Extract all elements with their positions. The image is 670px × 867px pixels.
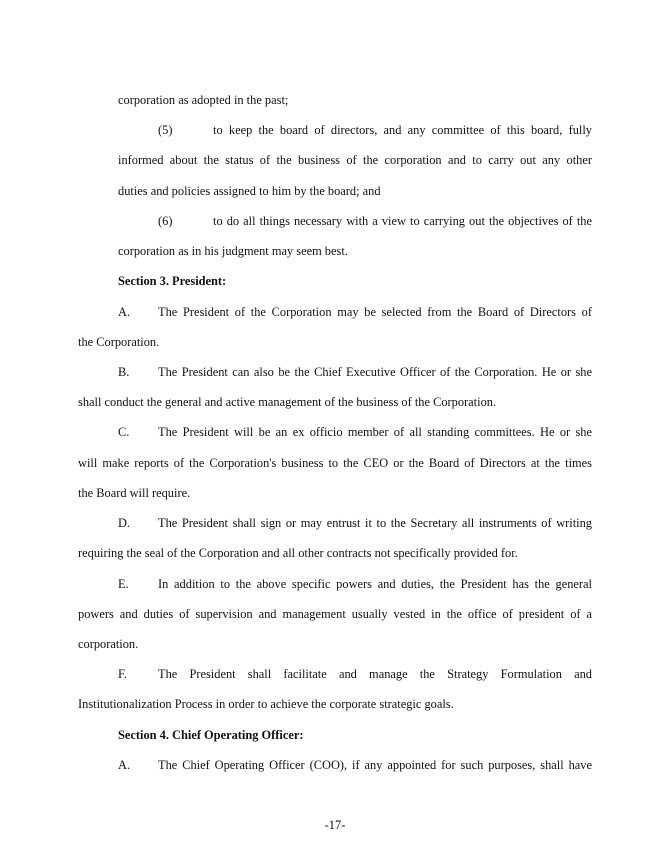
line-text: The President shall facilitate and manage the Strategy Formulation and [158,667,592,682]
line-text: In addition to the above specific powers and duties, the President has the general [158,576,592,591]
text-line [0,750,670,780]
text-line [0,659,670,689]
line-text: Institutionalization Process in order to achieve the corporate strategic goals. [78,697,454,712]
line-text: shall conduct the general and active management of the business of the Corporation. [78,395,497,410]
line-text: corporation as in his judgment may seem best. [118,244,348,259]
line-text: the Board will require. [78,485,191,500]
text-line [0,387,670,417]
line-text: to keep the board of directors, and any committee of this board, fully [213,123,592,138]
line-text: requiring the seal of the Corporation and all other contracts not specifically provided for. [78,546,518,561]
paragraph-label: A. [118,304,131,319]
text-line [0,569,670,599]
text-line [0,448,670,478]
line-text: The President shall sign or may entrust it to the Secretary all instruments of writing [158,516,592,531]
paragraph-label: A. [118,757,131,772]
line-text: informed about the status of the business of the corporation and to carry out any other [118,153,592,168]
line-text: The President will be an ex officio member of all standing committees. He or she [158,425,592,440]
page-number: -17- [324,818,346,832]
line-text: duties and policies assigned to him by the board; and [118,183,381,198]
line-text: powers and duties of supervision and management usually vested in the office of president of a [78,606,592,621]
line-text: will make reports of the Corporation's business to the CEO or the Board of Directors at the times [78,455,592,470]
line-text: The President of the Corporation may be selected from the Board of Directors of [158,304,592,319]
text-line [0,236,670,266]
paragraph-label: D. [118,516,131,531]
paragraph-label: E. [118,576,129,591]
text-line [0,85,670,115]
section-heading [0,266,670,296]
line-text: corporation. [78,636,139,651]
paragraph-label: F. [118,667,127,682]
text-line [0,689,670,719]
paragraph-label: C. [118,425,130,440]
line-text: to do all things necessary with a view to carrying out the objectives of the [213,213,592,228]
text-line [0,599,670,629]
text-line [0,297,670,327]
text-line [0,176,670,206]
line-text: the Corporation. [78,334,160,349]
list-item-number: (5) [158,123,173,138]
line-text: The Chief Operating Officer (COO), if any appointed for such purposes, shall have [158,757,592,772]
text-line [0,629,670,659]
text-line [0,145,670,175]
text-line [0,538,670,568]
text-line [0,417,670,447]
document-body [0,85,670,780]
text-line [0,357,670,387]
section-heading-text: Section 4. Chief Operating Officer: [118,727,304,742]
text-line [0,508,670,538]
paragraph-label: B. [118,364,130,379]
line-text: corporation as adopted in the past; [118,93,289,107]
line-text: The President can also be the Chief Executive Officer of the Corporation. He or she [158,364,592,379]
text-line [0,478,670,508]
text-line [0,206,670,236]
list-item-number: (6) [158,213,173,228]
text-line [0,115,670,145]
section-heading [0,720,670,750]
text-line [0,327,670,357]
section-heading-text: Section 3. President: [118,274,227,289]
